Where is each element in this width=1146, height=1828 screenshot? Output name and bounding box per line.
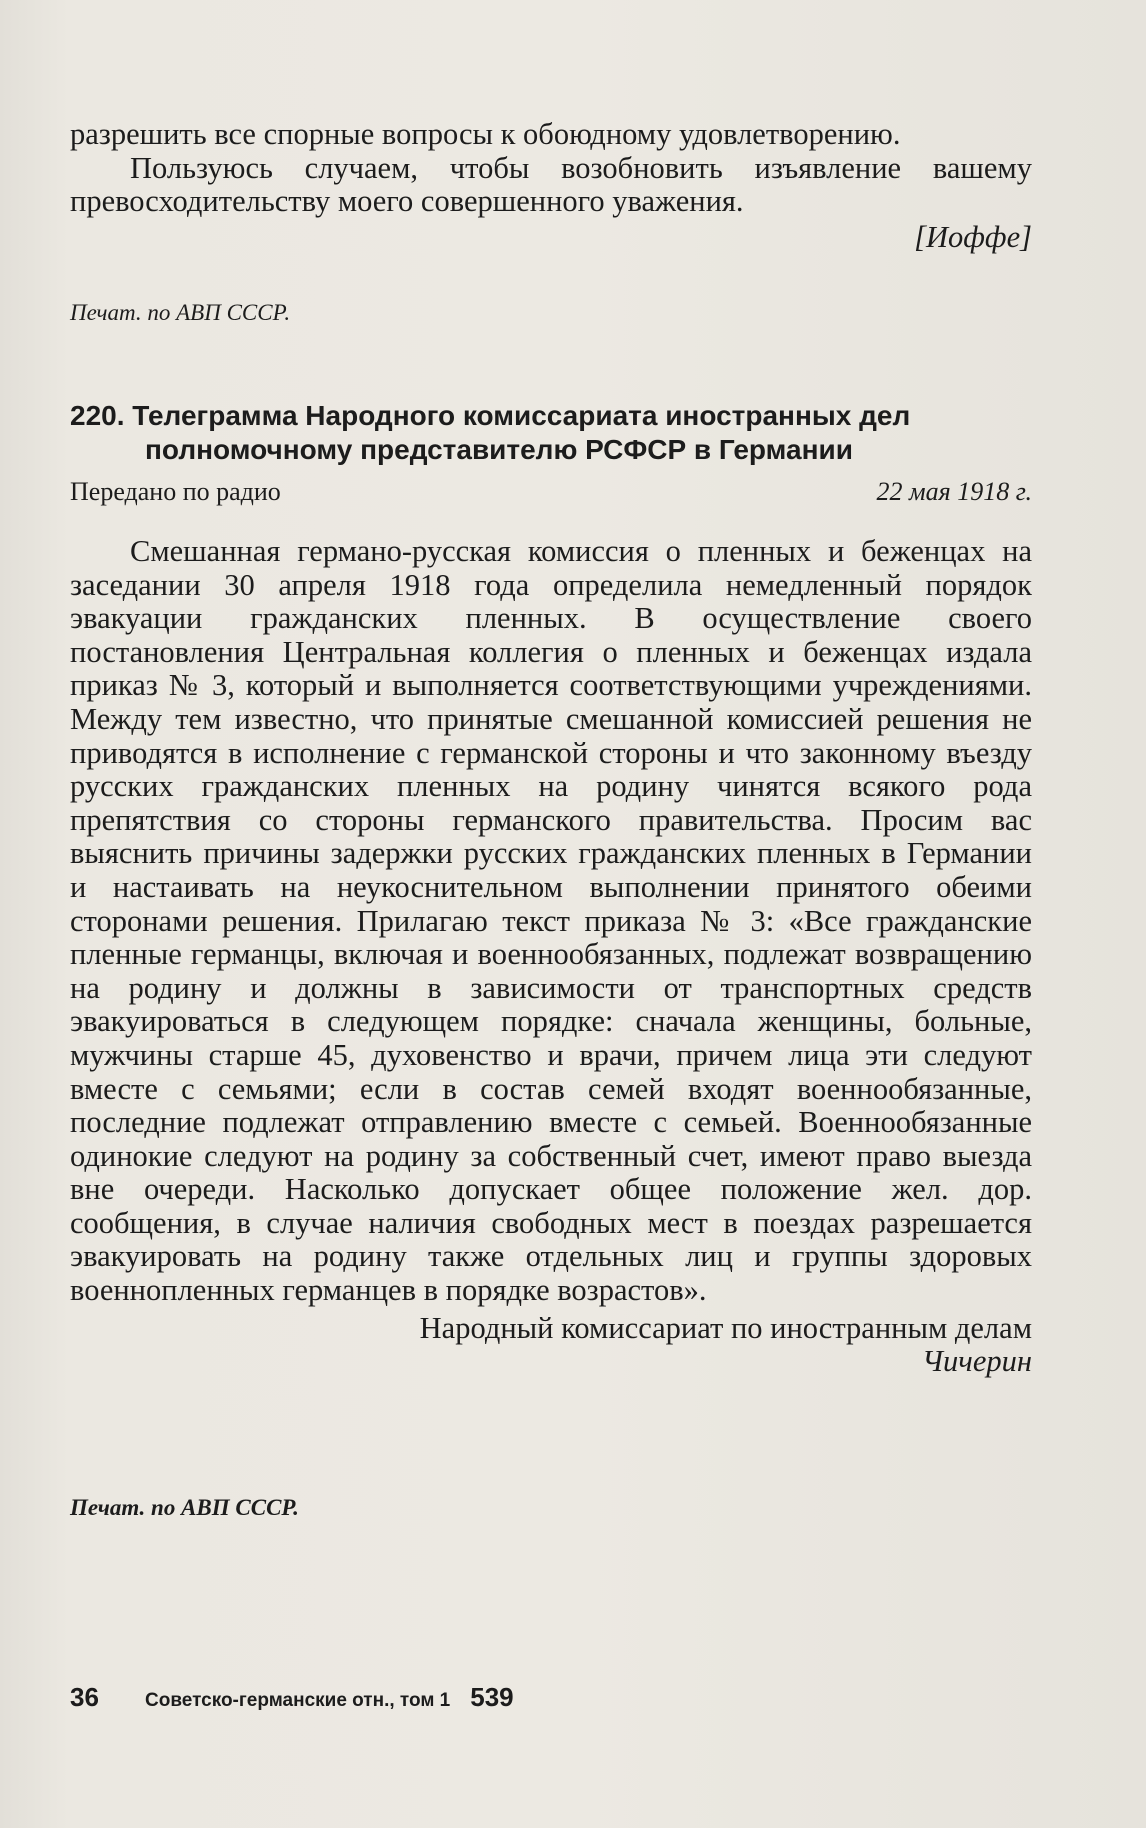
continuation-block bbox=[70, 118, 1032, 254]
document-closing: Народный комиссариат по иностранным делам bbox=[419, 1310, 1032, 1345]
journal-title: Советско-германские отн., том 1 bbox=[145, 1690, 451, 1711]
document-body-block bbox=[70, 535, 1032, 1379]
continuation-paragraph-1: разрешить все спорные вопросы к обоюдному удовлетворению. bbox=[70, 117, 901, 151]
document-signer: Чичерин bbox=[922, 1344, 1032, 1379]
document-date: 22 мая 1918 г. bbox=[876, 477, 1032, 506]
continuation-signature: [Иоффе] bbox=[914, 219, 1032, 254]
document-title: 220. Телеграмма Народного комиссариата иностранных дел полномочному представителю РСФСР в Германии bbox=[70, 400, 911, 465]
document-source-note: Печат. по АВП СССР. bbox=[70, 1495, 299, 1520]
transmission-note: Передано по радио bbox=[70, 477, 281, 506]
signature-mark: 36 bbox=[70, 1682, 99, 1712]
continuation-paragraph-2: Пользуюсь случаем, чтобы возобновить изъявление вашему превосходительству моего совершенного уважения. bbox=[70, 150, 1032, 219]
page-footer bbox=[70, 1682, 514, 1716]
page-number: 539 bbox=[470, 1682, 514, 1712]
document-body: Смешанная германо-русская комиссия о пленных и беженцах на заседании 30 апреля 1918 года определила немедленный порядок эвакуации гражданских пленных. В осуществление своего постановления Центральная коллегия о пленных и беженцах издала приказ № 3, который и выполняется соответствующими учреждениями. Между тем известно, что принятые смешанной комиссией решения не приводятся в исполнение с германской стороны и что законному въезду русских гражданских пленных на родину чинятся всякого рода препятствия со стороны германского правительства. Просим вас выяснить причины задержки русских гражданских пленных в Германии и настаивать на неукоснительном выполнении принятого обеими сторонами решения. Прилагаю текст приказа № 3: «Все гражданские пленные германцы, включая и военнообязанных, подлежат возвращению на родину и должны в зависимости от транспортных средств эвакуироваться в следующем порядке: сначала женщины, больные, мужчины старше 45, духовенство и врачи, причем лица эти следуют вместе с семьями; если в состав семей входят военнообязанные, последние подлежат отправлению вместе с семьей. Военнообязанные одинокие следуют на родину за собственный счет, имеют право выезда вне очереди. Насколько допускает общее положение жел. дор. сообщения, в случае наличия свободных мест в поездах разрешается эвакуировать на родину также отдельных лиц и группы здоровых военнопленных германцев в порядке возрастов». bbox=[70, 534, 1032, 1308]
continuation-source-note: Печат. по АВП СССР. bbox=[70, 300, 291, 325]
document-meta-line bbox=[70, 477, 1032, 507]
